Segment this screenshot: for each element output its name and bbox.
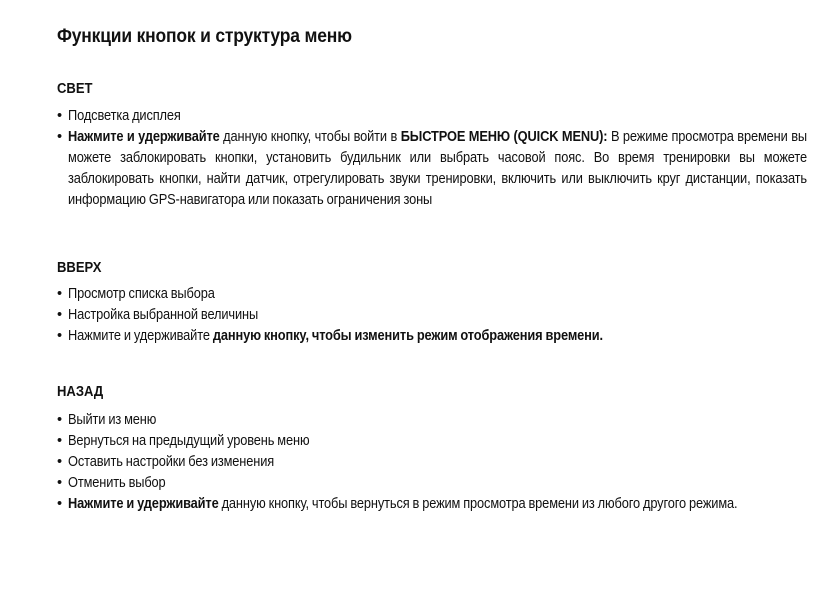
page-title: Функции кнопок и структура меню	[57, 26, 352, 47]
list-item: • Нажмите и удерживайте данную кнопку, чтобы вернуться в режим просмотра времени из любого другого режима.	[57, 494, 797, 515]
light-function-list	[57, 106, 807, 211]
list-item: • Вернуться на предыдущий уровень меню	[57, 431, 797, 452]
list-item: • Нажмите и удерживайте данную кнопку, чтобы изменить режим отображения времени.	[57, 326, 797, 347]
back-function-list	[57, 410, 797, 515]
bold-text: Нажмите и удерживайте	[68, 496, 219, 512]
section-heading-back: НАЗАД	[57, 384, 104, 400]
list-item: • Настройка выбранной величины	[57, 305, 797, 326]
section-heading-light: СВЕТ	[57, 81, 93, 97]
list-item: • Подсветка дисплея	[57, 106, 797, 127]
list-item: • Выйти из меню	[57, 410, 797, 431]
bold-text: данную кнопку, чтобы изменить режим отображения времени.	[212, 328, 603, 344]
list-item: • Просмотр списка выбора	[57, 284, 797, 305]
section-heading-up: ВВЕРХ	[57, 260, 102, 276]
up-function-list	[57, 284, 797, 347]
bold-text: Нажмите и удерживайте	[68, 129, 220, 145]
list-item: • Оставить настройки без изменения	[57, 452, 797, 473]
document-page	[57, 26, 807, 512]
bold-text: БЫСТРОЕ МЕНЮ (QUICK MENU):	[400, 129, 608, 145]
list-item: • Нажмите и удерживайте данную кнопку, чтобы войти в БЫСТРОЕ МЕНЮ (QUICK MENU): В режиме просмотра времени вы можете заблокировать кнопки, установить будильник или выбрать часовой пояс. Во время тренировки вы можете заблокировать кнопки, найти датчик, отрегулировать звуки тренировки, включить или выключить круг дистанции, показать информацию GPS-навигатора или показать ограничения зоны	[57, 127, 797, 211]
list-item: • Отменить выбор	[57, 473, 797, 494]
